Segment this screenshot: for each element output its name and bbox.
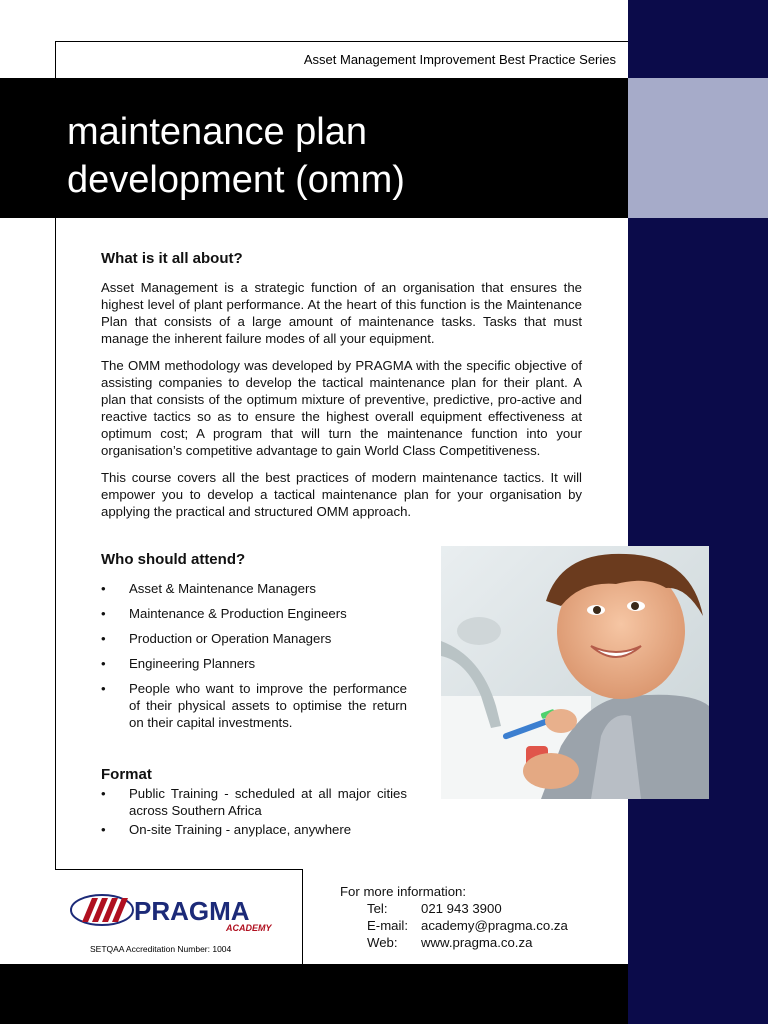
frame-line: [55, 869, 302, 870]
list-item-text: On-site Training - anyplace, anywhere: [129, 822, 352, 837]
right-lavender-block: [628, 78, 768, 218]
list-item: [101, 821, 407, 838]
web-row: [340, 934, 568, 951]
tel-label: Tel:: [367, 901, 388, 916]
title-line-1: maintenance plan: [67, 111, 367, 153]
tel-row: [340, 900, 568, 917]
pragma-academy-logo: [70, 892, 270, 936]
list-item-text: Production or Operation Managers: [129, 631, 332, 646]
web-label: Web:: [367, 935, 398, 950]
logo-sub-text: ACADEMY: [226, 923, 272, 933]
bullet-icon: •: [101, 681, 106, 696]
accreditation-number: SETQAA Accreditation Number: 1004: [90, 944, 232, 954]
list-item: [101, 785, 407, 819]
list-item: [101, 605, 407, 622]
about-paragraph: The OMM methodology was developed by PRAGMA with the specific objective of assisting companies to develop the tactical maintenance plan for their plant. A plan that consists of the optimum mixture of preventive, predictive, pro-active and reactive tactics so as to ensure the highest overall equipment effectiveness at optimum cost; A program that will turn the maintenance function into your organisation’s competitive advantage to gain World Class Competitiveness.: [101, 358, 582, 458]
bullet-icon: •: [101, 631, 106, 646]
about-paragraph: This course covers all the best practices of modern maintenance tactics. It will empower you to develop a tactical maintenance plan for your organisation by applying the practical and structured OMM approach.: [101, 470, 582, 519]
format-list: [101, 785, 407, 838]
title-line-2: development (omm): [67, 159, 405, 201]
email-link[interactable]: academy@pragma.co.za: [421, 918, 568, 933]
series-label: Asset Management Improvement Best Practice Series: [303, 52, 616, 67]
bullet-icon: •: [101, 822, 106, 837]
list-item-text: Engineering Planners: [129, 656, 256, 671]
contact-info: [340, 883, 568, 951]
attend-heading: Who should attend?: [101, 551, 246, 568]
frame-line: [55, 41, 628, 42]
attend-section: [101, 551, 407, 739]
email-label: E-mail:: [367, 918, 409, 933]
bullet-icon: •: [101, 606, 106, 621]
list-item-text: Asset & Maintenance Managers: [129, 581, 316, 596]
list-item-text: People who want to improve the performance of their physical assets to optimise the return on their capital investments.: [129, 681, 407, 730]
attend-list: [101, 580, 407, 731]
list-item: [101, 580, 407, 597]
list-item-text: Maintenance & Production Engineers: [129, 606, 347, 621]
format-heading: Format: [101, 766, 152, 783]
tel-value: 021 943 3900: [421, 901, 502, 916]
info-heading: For more information:: [340, 884, 467, 899]
bullet-icon: •: [101, 656, 106, 671]
bottom-black-bar: [0, 964, 628, 1024]
email-row: [340, 917, 568, 934]
frame-line: [302, 869, 303, 964]
about-section: [101, 250, 582, 530]
list-item-text: Public Training - scheduled at all major cities across Southern Africa: [129, 786, 407, 818]
list-item: [101, 630, 407, 647]
boy-brushing-teeth-photo: [441, 546, 709, 799]
page-title: [67, 108, 405, 204]
logo-main-text: PRAGMA: [134, 896, 250, 926]
bullet-icon: •: [101, 786, 106, 801]
format-section: [101, 766, 407, 840]
web-link[interactable]: www.pragma.co.za: [421, 935, 533, 950]
about-paragraph: Asset Management is a strategic function of an organisation that ensures the highest level of plant performance. At the heart of this function is the Maintenance Plan that consists of a large amount of maintenance tasks. Tasks that must manage the inherent failure modes of all your equipment.: [101, 280, 582, 346]
list-item: [101, 680, 407, 731]
list-item: [101, 655, 407, 672]
about-heading: What is it all about?: [101, 250, 243, 267]
bullet-icon: •: [101, 581, 106, 596]
